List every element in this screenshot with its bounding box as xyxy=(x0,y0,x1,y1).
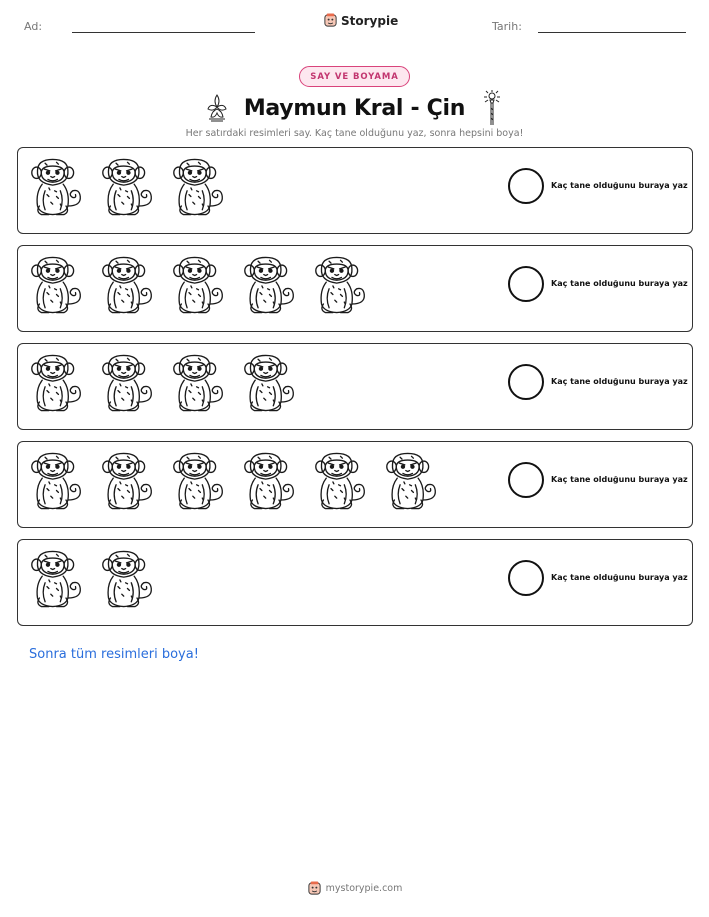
storypie-logo-icon xyxy=(307,881,322,896)
footer-site xyxy=(0,881,709,896)
activity-badge: SAY VE BOYAMA xyxy=(299,66,410,87)
footer-note: Sonra tüm resimleri boya! xyxy=(29,647,199,662)
answer-circle[interactable] xyxy=(508,168,544,204)
monkey-icon[interactable] xyxy=(312,254,369,316)
counting-row xyxy=(17,147,693,234)
answer-circle[interactable] xyxy=(508,266,544,302)
monkey-icon[interactable] xyxy=(99,548,156,610)
answer-label: Kaç tane olduğunu buraya yaz xyxy=(551,279,688,288)
monkey-icon[interactable] xyxy=(170,450,227,512)
monkey-icon[interactable] xyxy=(28,352,85,414)
answer-label: Kaç tane olduğunu buraya yaz xyxy=(551,181,688,190)
monkey-icon[interactable] xyxy=(99,254,156,316)
monkey-icon[interactable] xyxy=(170,352,227,414)
monkey-icon[interactable] xyxy=(383,450,440,512)
title-row xyxy=(0,90,709,126)
monkey-icon[interactable] xyxy=(170,156,227,218)
counting-row xyxy=(17,441,693,528)
monkey-group xyxy=(28,450,440,512)
footer-site-text: mystorypie.com xyxy=(325,883,403,894)
answer-label: Kaç tane olduğunu buraya yaz xyxy=(551,377,688,386)
answer-circle[interactable] xyxy=(508,462,544,498)
monkey-group xyxy=(28,352,298,414)
answer-circle[interactable] xyxy=(508,364,544,400)
monkey-icon[interactable] xyxy=(28,548,85,610)
date-line[interactable] xyxy=(538,32,686,33)
counting-row xyxy=(17,245,693,332)
name-line[interactable] xyxy=(72,32,255,33)
lotus-icon xyxy=(204,93,230,123)
monkey-icon[interactable] xyxy=(99,450,156,512)
monkey-icon[interactable] xyxy=(312,450,369,512)
monkey-icon[interactable] xyxy=(241,254,298,316)
answer-circle[interactable] xyxy=(508,560,544,596)
answer-label: Kaç tane olduğunu buraya yaz xyxy=(551,573,688,582)
instructions: Her satırdaki resimleri say. Kaç tane olduğunu yaz, sonra hepsini boya! xyxy=(185,128,524,139)
answer-label: Kaç tane olduğunu buraya yaz xyxy=(551,475,688,484)
brand-logo xyxy=(323,13,398,28)
monkey-icon[interactable] xyxy=(28,450,85,512)
monkey-icon[interactable] xyxy=(241,450,298,512)
storypie-logo-icon xyxy=(323,13,338,28)
date-label: Tarih: xyxy=(492,20,522,33)
monkey-icon[interactable] xyxy=(28,254,85,316)
monkey-icon[interactable] xyxy=(241,352,298,414)
name-label: Ad: xyxy=(24,20,43,33)
counting-row xyxy=(17,343,693,430)
brand-name: Storypie xyxy=(341,13,399,28)
page-title: Maymun Kral - Çin xyxy=(243,95,466,121)
monkey-icon[interactable] xyxy=(170,254,227,316)
monkey-group xyxy=(28,254,369,316)
counting-row xyxy=(17,539,693,626)
monkey-icon[interactable] xyxy=(28,156,85,218)
monkey-icon[interactable] xyxy=(99,352,156,414)
monkey-group xyxy=(28,156,227,218)
staff-icon xyxy=(479,90,505,126)
monkey-group xyxy=(28,548,156,610)
monkey-icon[interactable] xyxy=(99,156,156,218)
counting-rows xyxy=(17,147,693,637)
